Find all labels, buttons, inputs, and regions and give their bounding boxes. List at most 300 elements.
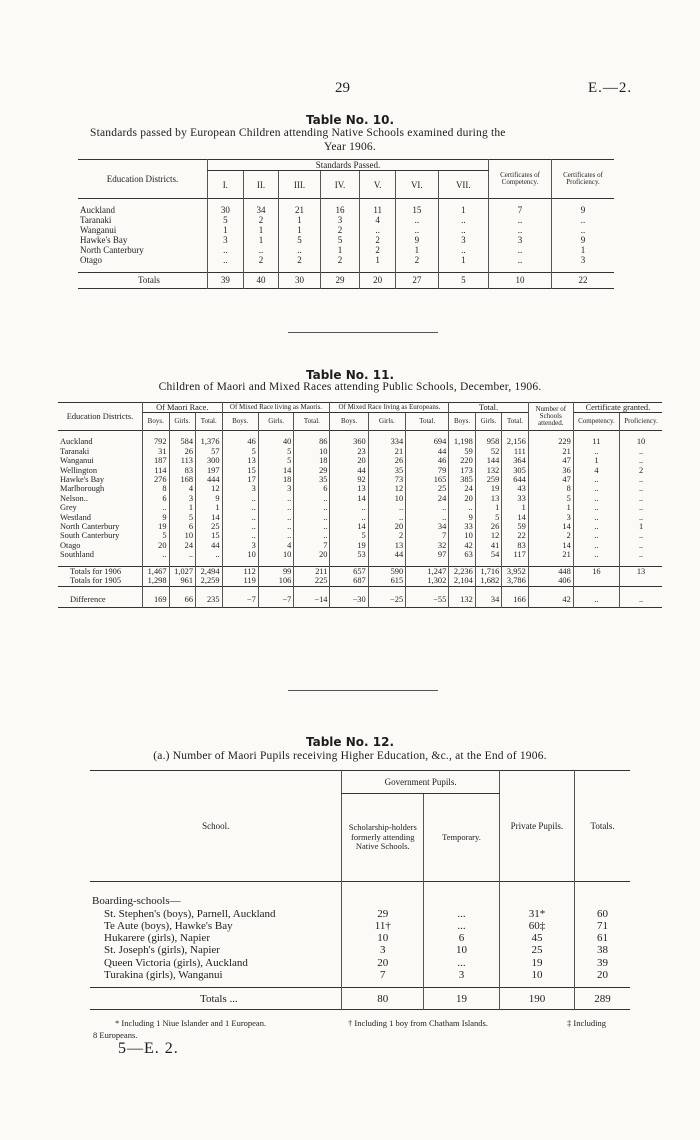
table11-cell: 2,259: [196, 576, 223, 586]
table11-cell: ..: [406, 503, 449, 512]
table11-cell: 46: [406, 456, 449, 465]
table11-cell: 47: [528, 456, 573, 465]
table11-cell: 10: [449, 531, 476, 540]
table11-cell: ..: [258, 531, 294, 540]
table11-cell: 97: [406, 550, 449, 559]
table11-cell: 22: [502, 531, 529, 540]
table11-cell: ..: [573, 531, 619, 540]
table11-cell: ..: [620, 531, 662, 540]
table12-row: [90, 957, 630, 969]
table10-std-header: VI.: [396, 171, 439, 199]
table10-cell: 16: [320, 205, 360, 215]
table10-row: [78, 235, 614, 245]
table10-cell: 40: [243, 272, 279, 288]
table10-row: [78, 205, 614, 215]
table12-caption: (a.) Number of Maori Pupils receiving Higher Education, &c., at the End of 1906.: [153, 750, 547, 762]
table10-cell: 11: [360, 205, 396, 215]
table10-cell: 39: [208, 272, 244, 288]
table11-cell: 166: [502, 593, 529, 608]
table12-school: Hukarere (girls), Napier: [104, 932, 210, 945]
table11-cell: 57: [196, 447, 223, 456]
table12-cell: 289: [575, 988, 630, 1010]
table11-cell: 34: [475, 593, 502, 608]
table12-title: Table No. 12.: [305, 735, 395, 749]
table11-cell: 444: [196, 475, 223, 484]
table11-cell: 9: [449, 513, 476, 522]
table11-cell: 17: [222, 475, 258, 484]
table11-cell: ..: [620, 541, 662, 550]
table12-cell: 7: [342, 969, 424, 981]
table10-cell: 2: [360, 245, 396, 255]
table10-title: Table No. 10.: [305, 113, 395, 127]
table10-cell: 9: [396, 235, 439, 245]
table10-cell: 3: [552, 255, 615, 265]
table11-cell: ..: [620, 484, 662, 493]
table10-cell: 27: [396, 272, 439, 288]
table11-cell: 448: [528, 566, 573, 576]
table11-cell: 14: [528, 541, 573, 550]
table11-cell: 10: [368, 494, 405, 503]
table11-cell: 2,236: [449, 566, 476, 576]
table10-cell: 1: [208, 225, 244, 235]
table11-cell: 21: [528, 447, 573, 456]
table11-cell: 42: [528, 593, 573, 608]
table11-cell: [573, 576, 619, 586]
table12-footnote-c: ‡ Including: [567, 1018, 606, 1028]
table11-cell: 235: [196, 593, 223, 608]
table11-row: [58, 484, 662, 493]
table11-cell: 31: [143, 447, 170, 456]
table11-cell: 10: [169, 531, 196, 540]
table12-cell: 60‡: [499, 920, 574, 932]
table11-sub-girls: Girls.: [169, 413, 196, 431]
table11-cell: 26: [475, 522, 502, 531]
table11-sub-total: Total.: [196, 413, 223, 431]
table10-cell: 1: [360, 255, 396, 265]
table10-cell: 7: [489, 205, 552, 215]
table11-cell: 5: [169, 513, 196, 522]
table10-cell: 2: [396, 255, 439, 265]
table10-cell: 2: [360, 235, 396, 245]
table11-row-label: Nelson..: [60, 493, 88, 503]
table11-cell: 1,376: [196, 437, 223, 446]
table11-row-label: Auckland: [60, 437, 93, 447]
table10-cell: 1: [396, 245, 439, 255]
table10-cell: 3: [489, 235, 552, 245]
table11-cell: 165: [406, 475, 449, 484]
table11-cell: 1,247: [406, 566, 449, 576]
table11-col-district: Education Districts.: [66, 412, 134, 421]
table11-group-maori: Of Maori Race.: [143, 403, 223, 413]
table11-cell: 1: [169, 503, 196, 512]
table11-row: [58, 447, 662, 456]
table12-cell: 19: [499, 957, 574, 969]
table11-cell: 33: [502, 494, 529, 503]
table11-cell: 18: [294, 456, 330, 465]
table11-cell: 584: [169, 437, 196, 446]
table11-cell: 83: [502, 541, 529, 550]
table12-cell: 60: [575, 908, 630, 920]
table10-cell: ..: [396, 215, 439, 225]
table10-cell: 22: [552, 272, 615, 288]
table11-cell: ..: [573, 541, 619, 550]
table11-cell: 259: [475, 475, 502, 484]
table11-cell: 47: [528, 475, 573, 484]
table11-cell: 211: [294, 566, 330, 576]
table11-cell: 79: [406, 466, 449, 475]
table11-cell: ..: [294, 494, 330, 503]
table11-row-label: Wanganui: [60, 456, 94, 466]
table11-cell: ..: [573, 550, 619, 559]
table11-row-label: Totals for 1906: [70, 566, 122, 576]
table10-cell: ..: [489, 255, 552, 265]
table11-cell: 15: [196, 531, 223, 540]
table11-cell: −7: [258, 593, 294, 608]
table10-cell: 2: [279, 255, 320, 265]
table11-difference: [58, 593, 662, 608]
table11-cell: 9: [196, 494, 223, 503]
table11-row-label: Marlborough: [60, 484, 105, 494]
table11-cell: 6: [294, 484, 330, 493]
table10-row-label: North Canterbury: [80, 245, 144, 256]
table11-cell: 5: [258, 456, 294, 465]
table11-group-mixed-maori: Of Mixed Race living as Maoris.: [222, 403, 330, 413]
table10-cell: ..: [243, 245, 279, 255]
table10-std-header: III.: [279, 171, 320, 199]
table11-sub-total: Total.: [502, 413, 529, 431]
table11-row-label: Totals for 1905: [70, 576, 122, 586]
table12-footnote-d: 8 Europeans.: [93, 1030, 138, 1040]
table10-row: [78, 225, 614, 235]
table10-std-header: II.: [243, 171, 279, 199]
table11-cell: 35: [294, 475, 330, 484]
table11-cell: 334: [368, 437, 405, 446]
table12-school: Te Aute (boys), Hawke's Bay: [104, 919, 233, 932]
table11-cell: 111: [502, 447, 529, 456]
table10-row-label: Totals: [138, 275, 160, 285]
table10-row: [78, 215, 614, 225]
table11-cell: ..: [573, 503, 619, 512]
table11-cell: 33: [449, 522, 476, 531]
table11-cell: 43: [502, 484, 529, 493]
table10-row: [78, 255, 614, 265]
table11-col-cert: Certificate granted.: [573, 403, 662, 413]
table11-totals-1905: [58, 576, 662, 586]
table11-caption: Children of Maori and Mixed Races attending Public Schools, December, 1906.: [158, 381, 542, 393]
table12-school: Queen Victoria (girls), Auckland: [104, 956, 248, 969]
table10-cell: ..: [552, 215, 615, 225]
table12: [90, 770, 630, 1010]
table12-cell: 10: [342, 932, 424, 944]
table12-cell: 190: [499, 988, 574, 1010]
table11-cell: 16: [573, 566, 619, 576]
table11-cell: 13: [368, 541, 405, 550]
table11-cell: 1,467: [143, 566, 170, 576]
table11-totals-1906: [58, 566, 662, 576]
table12-cell: 71: [575, 920, 630, 932]
table11-cell: 3,786: [502, 576, 529, 586]
table11-cell: 173: [449, 466, 476, 475]
table10-cell: 2: [243, 215, 279, 225]
table11-cell: ..: [620, 494, 662, 503]
table12-cell: 31*: [499, 908, 574, 920]
table11-cell: 132: [475, 466, 502, 475]
table11-row: [58, 456, 662, 465]
table11-cell: [620, 576, 662, 586]
table11-sub-girls: Girls.: [368, 413, 405, 431]
table11-group-mixed-european: Of Mixed Race living as Europeans.: [330, 403, 449, 413]
table12-cell: ...: [424, 957, 500, 969]
table12-cell: 38: [575, 944, 630, 956]
table11-cell: 3: [258, 484, 294, 493]
table11-sub-girls: Girls.: [475, 413, 502, 431]
table11-cell: ..: [222, 513, 258, 522]
table11: [58, 402, 662, 608]
table10-cell: ..: [438, 215, 488, 225]
table11-cell: 958: [475, 437, 502, 446]
table11-cell: 11: [573, 437, 619, 446]
table11-cell: 4: [573, 466, 619, 475]
table12-cell: 80: [342, 988, 424, 1010]
table11-cell: 5: [258, 447, 294, 456]
table10-cell: 1: [438, 205, 488, 215]
table11-cell: ..: [258, 503, 294, 512]
table11-cell: 5: [143, 531, 170, 540]
table11-cell: 36: [528, 466, 573, 475]
table10-cell: 4: [360, 215, 396, 225]
table11-cell: ..: [294, 513, 330, 522]
table10-cell: 2: [243, 255, 279, 265]
table12-cell: 10: [499, 969, 574, 981]
table11-cell: 59: [449, 447, 476, 456]
table11-sub-boys: Boys.: [222, 413, 258, 431]
table11-cell: 144: [475, 456, 502, 465]
table11-cell: 19: [143, 522, 170, 531]
table11-cell: 961: [169, 576, 196, 586]
page-code: E.—2.: [588, 80, 633, 96]
table10-row-label: Hawke's Bay: [80, 235, 128, 246]
table11-cell: 10: [222, 550, 258, 559]
table11-cell: 9: [143, 513, 170, 522]
table11-cell: 14: [528, 522, 573, 531]
table11-row: [58, 437, 662, 446]
table10-col-proficiency: Certificates of Proficiency.: [552, 160, 615, 199]
table11-cell: 20: [368, 522, 405, 531]
table10-cell: 3: [208, 235, 244, 245]
table11-cell: ..: [222, 531, 258, 540]
table11-cell: 14: [502, 513, 529, 522]
table12-group-label: Boarding-schools—: [92, 895, 181, 908]
table11-cell: 12: [475, 531, 502, 540]
table12-col-gov: Government Pupils.: [342, 771, 499, 794]
table11-cell: 300: [196, 456, 223, 465]
footer-signature: 5—E. 2.: [118, 1040, 179, 1057]
table11-cell: 168: [169, 475, 196, 484]
table11-cell: 117: [502, 550, 529, 559]
table10-col-district: Education Districts.: [106, 174, 179, 184]
table11-cell: ..: [368, 513, 405, 522]
table11-cell: 590: [368, 566, 405, 576]
table11-cell: 2: [368, 531, 405, 540]
table10-cell: 1: [320, 245, 360, 255]
table11-cell: 4: [258, 541, 294, 550]
table11-cell: 3: [222, 541, 258, 550]
table10-cell: ..: [360, 225, 396, 235]
table12-cell: 45: [499, 932, 574, 944]
table10-cell: ..: [438, 245, 488, 255]
table11-cell: ..: [620, 513, 662, 522]
table10-cell: ..: [438, 225, 488, 235]
table10-row-label: Taranaki: [80, 215, 112, 226]
table10-col-standards: Standards Passed.: [208, 160, 489, 171]
table11-cell: 24: [406, 494, 449, 503]
table12-col-school: School.: [202, 820, 230, 831]
table10-cell: ..: [489, 215, 552, 225]
table11-cell: 14: [330, 494, 368, 503]
table11-cell: 644: [502, 475, 529, 484]
table12-cell: 61: [575, 932, 630, 944]
table11-cell: 113: [169, 456, 196, 465]
table11-col-attended: Number of Schools attended.: [528, 403, 573, 431]
table11-cell: 52: [475, 447, 502, 456]
table11-cell: 18: [258, 475, 294, 484]
table10-std-header: V.: [360, 171, 396, 199]
table11-cell: 21: [368, 447, 405, 456]
table12-totals-label: Totals ...: [200, 992, 238, 1005]
table11-cell: 19: [475, 484, 502, 493]
table11-sub-boys: Boys.: [143, 413, 170, 431]
table11-cell: −7: [222, 593, 258, 608]
table11-cert-competency: Competency.: [573, 413, 619, 431]
table11-cell: 54: [475, 550, 502, 559]
table11-cell: 694: [406, 437, 449, 446]
table11-cell: 1,302: [406, 576, 449, 586]
table12-cell: 20: [575, 969, 630, 981]
table11-cell: 1,682: [475, 576, 502, 586]
table11-cell: ..: [294, 531, 330, 540]
table11-cell: ..: [573, 513, 619, 522]
table11-cell: 657: [330, 566, 368, 576]
table11-sub-boys: Boys.: [330, 413, 368, 431]
table11-cell: 10: [258, 550, 294, 559]
table12-footnote-b: † Including 1 boy from Chatham Islands.: [348, 1018, 488, 1028]
table11-cell: 406: [528, 576, 573, 586]
table11-cell: 1,716: [475, 566, 502, 576]
table11-cell: ..: [169, 550, 196, 559]
table12-cell: 3: [342, 944, 424, 956]
table11-cell: 4: [169, 484, 196, 493]
table11-cell: ..: [573, 522, 619, 531]
table11-cell: 1: [475, 503, 502, 512]
table12-row: [90, 920, 630, 932]
table12-cell: ...: [424, 908, 500, 920]
table12-school: St. Stephen's (boys), Parnell, Auckland: [104, 907, 276, 920]
table11-row-label: North Canterbury: [60, 522, 120, 532]
table10-cell: 9: [552, 235, 615, 245]
table11-cell: ..: [222, 522, 258, 531]
table10-row-label: Auckland: [80, 205, 115, 216]
table10-cell: 1: [243, 235, 279, 245]
table11-cell: 615: [368, 576, 405, 586]
table11-cell: 1,298: [143, 576, 170, 586]
table11-cell: 35: [368, 466, 405, 475]
table11-cell: 44: [196, 541, 223, 550]
table10-row-label: Wanganui: [80, 225, 117, 236]
table11-cell: 3: [169, 494, 196, 503]
table11-cell: 13: [620, 566, 662, 576]
table11-cell: 66: [169, 593, 196, 608]
table11-cell: 7: [406, 531, 449, 540]
table10-cell: ..: [208, 245, 244, 255]
table12-cell: 20: [342, 957, 424, 969]
table11-cell: ..: [143, 550, 170, 559]
table11-cell: 14: [258, 466, 294, 475]
table10-cell: 29: [320, 272, 360, 288]
table12-cell: 19: [424, 988, 500, 1010]
table11-cell: ..: [620, 593, 662, 608]
table11-cell: 360: [330, 437, 368, 446]
table11-sub-total: Total.: [294, 413, 330, 431]
table11-cell: 132: [449, 593, 476, 608]
table11-cell: 24: [169, 541, 196, 550]
table11-cell: 792: [143, 437, 170, 446]
table11-cell: 20: [294, 550, 330, 559]
table11-cell: ..: [573, 494, 619, 503]
table11-cell: 12: [368, 484, 405, 493]
table11-cell: 25: [406, 484, 449, 493]
table11-cell: ..: [620, 447, 662, 456]
table10-row-label: Otago: [80, 255, 102, 266]
table11-cell: 99: [258, 566, 294, 576]
table11-row-label: Difference: [70, 595, 106, 605]
table11-cell: 197: [196, 466, 223, 475]
table12-col-scholar: Scholarship-holders formerly attending Native Schools.: [342, 794, 424, 882]
table11-cell: 220: [449, 456, 476, 465]
table10-cell: 30: [208, 205, 244, 215]
table11-cell: 83: [169, 466, 196, 475]
table11-cell: ..: [573, 475, 619, 484]
table11-cell: 20: [143, 541, 170, 550]
table10-cell: 1: [279, 225, 320, 235]
table10-cell: ..: [396, 225, 439, 235]
table12-cell: 29: [342, 908, 424, 920]
table11-cell: 19: [330, 541, 368, 550]
table11-row: [58, 466, 662, 475]
table11-cell: 1: [528, 503, 573, 512]
table10-col-competency: Certificates of Competency.: [489, 160, 552, 199]
table11-cell: 1,027: [169, 566, 196, 576]
table11-cell: 42: [449, 541, 476, 550]
table10-cell: 30: [279, 272, 320, 288]
table11-cell: 41: [475, 541, 502, 550]
table11-cell: 53: [330, 550, 368, 559]
table11-row-label: Taranaki: [60, 446, 90, 456]
table10-cell: 20: [360, 272, 396, 288]
table11-cell: 14: [196, 513, 223, 522]
table10-caption: Standards passed by European Children attending Native Schools examined during the: [90, 127, 506, 139]
table12-row: [90, 944, 630, 956]
table10-cell: 5: [320, 235, 360, 245]
table11-cell: 13: [222, 456, 258, 465]
table11-row-label: Hawke's Bay: [60, 475, 105, 485]
table12-school: St. Joseph's (girls), Napier: [104, 944, 220, 957]
table11-cell: 26: [368, 456, 405, 465]
table11-row: [58, 531, 662, 540]
table11-cell: 44: [406, 447, 449, 456]
table10-std-header: I.: [208, 171, 244, 199]
table10-cell: ..: [489, 245, 552, 255]
table12-row: [90, 969, 630, 981]
